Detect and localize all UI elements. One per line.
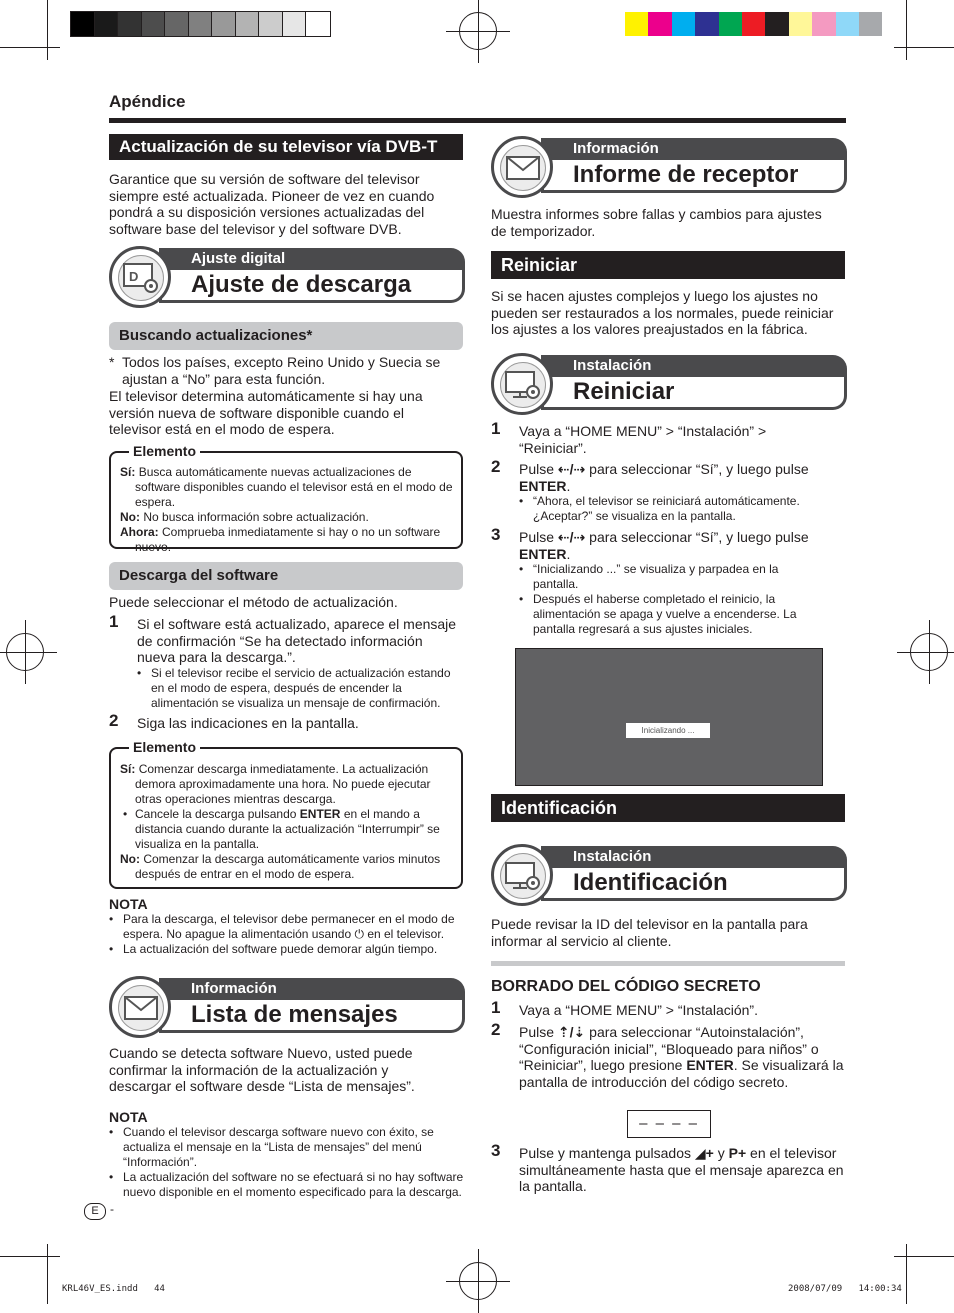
- program-up-symbol: P+: [728, 1145, 747, 1161]
- ajuste-title: Ajuste de descarga: [159, 270, 465, 303]
- b-step-2-post: . Se visualizará la pantalla de introducción del código secreto.: [519, 1057, 844, 1090]
- reiniciar-step-3-bullet-2: • Después el haberse completado el reinicio, la alimentación se apaga y vuelve a encenderse. La pantalla regresará a sus ajustes iniciales.: [519, 592, 819, 637]
- reiniciar-heading: [491, 251, 845, 279]
- r-step-1-number: 1: [491, 419, 501, 438]
- color-swatch: [695, 12, 718, 36]
- gray-swatch: [71, 12, 95, 36]
- color-swatch: [719, 12, 742, 36]
- borrado-step-2: [519, 1024, 847, 1090]
- section-title: Apéndice: [109, 92, 186, 111]
- si-text: Comenzar descarga inmediatamente. La actualización demora aproximadamente una hora. No puede ejecutar otras operaciones mientras descarga.: [135, 762, 431, 806]
- r-step-2-number: 2: [491, 457, 501, 476]
- dvbt-text: Garantice que su versión de software del televisor siempre esté actualizada. Pioneer de vez en cuando pondrá a su disposición versiones actualizadas del software base del televisor y del software DVB.: [109, 171, 435, 237]
- identificacion-text: Puede revisar la ID del televisor en la pantalla para informar al servicio al cliente.: [491, 916, 808, 949]
- b-step-3-y: y: [717, 1145, 725, 1161]
- enter-key: ENTER: [686, 1057, 734, 1073]
- reiniciar-kicker: Instalación: [541, 355, 847, 377]
- lista-mensajes-header: [109, 978, 465, 1036]
- reiniciar-step-2-bullets: [519, 494, 839, 524]
- gray-swatch: [306, 12, 330, 36]
- gray-swatch: [283, 12, 307, 36]
- descarga-step-1-bullet: • Si el televisor recibe el servicio de actualización estando en el modo de espera, después de encender la alimentación se visualiza un mensaje de confirmación.: [137, 666, 462, 711]
- envelope-icon: [491, 136, 553, 198]
- reiniciar-header: [491, 355, 847, 413]
- si-label: Sí:: [120, 465, 136, 479]
- initializing-message: Inicializando ...: [626, 723, 710, 738]
- b-step-2-mid: para seleccionar “Autoinstalación”, “Configuración inicial”, “Bloqueado para niños” o “Reiniciar”, luego presione: [519, 1024, 819, 1073]
- r-step-3-post: para seleccionar “Sí”, y luego pulse: [589, 529, 809, 545]
- color-swatch: [625, 12, 648, 36]
- informe-text: Muestra informes sobre fallas y cambios para ajustes de temporizador.: [491, 206, 822, 239]
- descarga-step-1-bullets: [137, 666, 462, 711]
- color-swatch: [648, 12, 671, 36]
- gray-swatch: [212, 12, 236, 36]
- ahora-text: Comprueba inmediatamente si hay o no un software nuevo.: [135, 525, 441, 554]
- reiniciar-step-2: Pulse ⇠/⇢ para seleccionar “Sí”, y luego pulse ENTER.: [519, 461, 809, 494]
- gray-swatch: [165, 12, 189, 36]
- elemento-box-1: [109, 443, 463, 554]
- informe-kicker: Información: [541, 138, 847, 160]
- b-step-2-number: 2: [491, 1020, 501, 1039]
- gray-swatch: [259, 12, 283, 36]
- no-label: No:: [120, 852, 140, 866]
- dvbt-heading: [109, 134, 463, 160]
- left-right-arrows: ⇠/⇢: [557, 461, 586, 477]
- page-badge: [84, 1203, 106, 1220]
- r-step-2-post: para seleccionar “Sí”, y luego pulse: [589, 461, 809, 477]
- reiniciar-step-1: Vaya a “HOME MENU” > “Instalación” > “Reiniciar”.: [519, 423, 767, 456]
- no-text: No busca información sobre actualización.: [143, 510, 369, 524]
- elemento-legend-1: Elemento: [129, 443, 200, 459]
- registration-mark-left: [6, 633, 44, 671]
- registration-mark-bottom: [459, 1262, 497, 1300]
- informe-title: Informe de receptor: [541, 160, 847, 193]
- cancel-bullet-pre: Cancele la descarga pulsando: [135, 807, 297, 821]
- buscando-heading: Buscando actualizaciones*: [109, 322, 463, 350]
- reiniciar-title: Reiniciar: [541, 377, 847, 410]
- color-swatch: [812, 12, 835, 36]
- nota-2-list: [109, 1125, 467, 1200]
- ahora-label: Ahora:: [120, 525, 159, 539]
- gray-swatch: [118, 12, 142, 36]
- b-step-2-pre: Pulse: [519, 1024, 555, 1040]
- descarga-step-2: Siga las indicaciones en la pantalla.: [137, 715, 359, 731]
- registration-mark-top: [459, 12, 497, 50]
- left-right-arrows: ⇠/⇢: [557, 529, 586, 545]
- borrado-rule: [491, 961, 845, 966]
- identificacion-heading-text: Identificación: [501, 798, 618, 818]
- svg-text:D: D: [129, 269, 139, 284]
- informe-receptor-header: [491, 138, 847, 196]
- ident-title: Identificación: [541, 868, 847, 901]
- registration-mark-right: [910, 633, 948, 671]
- lista-text: Cuando se detecta software Nuevo, usted puede confirmar la información de la actualización y descargar el software desde “Lista de mensajes”.: [109, 1045, 415, 1094]
- slug-filename: KRL46V_ES.indd 44: [62, 1284, 165, 1294]
- reiniciar-text: Si se hacen ajustes complejos y luego los ajustes no pueden ser restaurados a los normales, puede reiniciar los ajustes a los valores preajustados en la fábrica.: [491, 288, 834, 337]
- buscando-note: Todos los países, excepto Reino Unido y Suecia se ajustan a “No” para esta función.: [122, 354, 441, 387]
- secret-code-box: – – – –: [627, 1110, 711, 1138]
- ajuste-descarga-header: [109, 248, 465, 306]
- nota-1-bullet-1: • Para la descarga, el televisor debe permanecer en el modo de espera. No apague la alimentación usando ⏻ en el televisor.: [109, 912, 467, 942]
- color-swatch: [742, 12, 765, 36]
- dvbt-heading-text: Actualización de su televisor vía DVB-T: [119, 137, 438, 156]
- page-dash: -: [110, 1202, 114, 1216]
- nota-2-bullet-2: • La actualización del software no se efectuará si no hay software nuevo disponible en el momento especificado para la descarga.: [109, 1170, 467, 1200]
- enter-key: ENTER: [519, 477, 567, 494]
- borrado-heading: BORRADO DEL CÓDIGO SECRETO: [491, 978, 761, 995]
- nota-1-list: [109, 912, 467, 957]
- nota-1-title: NOTA: [109, 896, 148, 912]
- gray-swatch: [142, 12, 166, 36]
- b-step-3-post: en el televisor simultáneamente hasta que el mensaje aparezca en la pantalla.: [519, 1145, 844, 1194]
- volume-up-symbol: ◢+: [694, 1145, 714, 1161]
- borrado-step-3: [519, 1145, 847, 1195]
- reiniciar-step-3-bullet-1: • “Inicializando ...” se visualiza y parpadea en la pantalla.: [519, 562, 819, 592]
- reiniciar-step-3: Pulse ⇠/⇢ para seleccionar “Sí”, y luego pulse ENTER.: [519, 529, 809, 562]
- nota-2-title: NOTA: [109, 1109, 148, 1125]
- elemento-legend-2: Elemento: [129, 739, 200, 755]
- buscando-text: El televisor determina automáticamente si hay una versión nueva de software disponible cuando el televisor está en el modo de espera.: [109, 388, 423, 437]
- no-text: Comenzar la descarga automáticamente varios minutos después de entrar en el modo de espera.: [135, 852, 441, 881]
- asterisk-marker: *: [109, 354, 115, 370]
- step-2-number: 2: [109, 711, 119, 730]
- r-step-3-number: 3: [491, 525, 501, 544]
- up-down-arrows: ⇡/⇣: [557, 1024, 586, 1040]
- b-step-3-number: 3: [491, 1141, 501, 1160]
- identificacion-header: [491, 846, 847, 904]
- gray-swatch: [236, 12, 260, 36]
- no-label: No:: [120, 510, 140, 524]
- elemento-box-2: [109, 739, 463, 889]
- identificacion-heading: [491, 794, 845, 822]
- tv-screen-illustration: [515, 648, 823, 786]
- info-kicker: Información: [159, 978, 465, 1000]
- cancel-bullet-post: en el mando a distancia cuando durante la actualización “Interrumpir” se visualiza en la pantalla.: [135, 807, 440, 851]
- gray-swatch: [189, 12, 213, 36]
- step-1-number: 1: [109, 612, 119, 631]
- envelope-icon: [109, 976, 171, 1038]
- nota-2-bullet-1: • Cuando el televisor descarga software nuevo con éxito, se actualiza el mensaje en la “Lista de mensajes” del menú “Información”.: [109, 1125, 467, 1170]
- installation-icon: [491, 353, 553, 415]
- si-label: Sí:: [120, 762, 136, 776]
- page-badge-letter: E: [91, 1205, 99, 1217]
- box2-content: Sí: Comenzar descarga inmediatamente. La actualización demora aproximadamente una hora. No puede ejecutar otras operaciones mientras descarga. • Cancele la descarga pulsando ENTER en el mando a distancia cuando durante la actualización “Interrumpir” se visualiza en la pantalla. No: Comenzar la descarga automáticamente varios minutos después de entrar en el modo de espera.: [120, 762, 441, 881]
- ident-kicker: Instalación: [541, 846, 847, 868]
- descarga-heading: Descarga del software: [109, 562, 463, 590]
- color-swatch: [789, 12, 812, 36]
- si-text: Busca automáticamente nuevas actualizaciones de software disponibles cuando el televisor está en el modo de espera.: [135, 465, 453, 509]
- box1-content: [120, 465, 454, 555]
- nota-1-bullet-2: • La actualización del software puede demorar algún tiempo.: [109, 942, 467, 957]
- ajuste-kicker: Ajuste digital: [159, 248, 465, 270]
- reiniciar-heading-text: Reiniciar: [501, 255, 578, 275]
- reiniciar-step-2-bullet: • “Ahora, el televisor se reiniciará automáticamente. ¿Aceptar?” se visualiza en la pantalla.: [519, 494, 839, 524]
- b-step-3-pre: Pulse y mantenga pulsados: [519, 1145, 691, 1161]
- descarga-step-1: Si el software está actualizado, aparece el mensaje de confirmación “Se ha detectado información nueva para la descarga.”.: [137, 616, 457, 665]
- header-rule: [109, 118, 846, 123]
- gray-swatch: [95, 12, 119, 36]
- reiniciar-step-3-bullets: [519, 562, 819, 637]
- color-swatch: [672, 12, 695, 36]
- enter-key: ENTER: [519, 545, 567, 562]
- descarga-intro: Puede seleccionar el método de actualización.: [109, 594, 398, 610]
- installation-icon: [491, 844, 553, 906]
- color-swatch: [859, 12, 882, 36]
- lista-title: Lista de mensajes: [159, 1000, 465, 1033]
- r-step-3-pre: Pulse: [519, 529, 555, 545]
- enter-key: ENTER: [299, 807, 341, 821]
- color-swatch: [765, 12, 788, 36]
- digital-settings-icon: [109, 246, 171, 308]
- borrado-step-1: Vaya a “HOME MENU” > “Instalación”.: [519, 1002, 758, 1018]
- color-swatch: [836, 12, 859, 36]
- slug-timestamp: 2008/07/09 14:00:34: [788, 1284, 902, 1294]
- r-step-2-pre: Pulse: [519, 461, 555, 477]
- b-step-1-number: 1: [491, 998, 501, 1017]
